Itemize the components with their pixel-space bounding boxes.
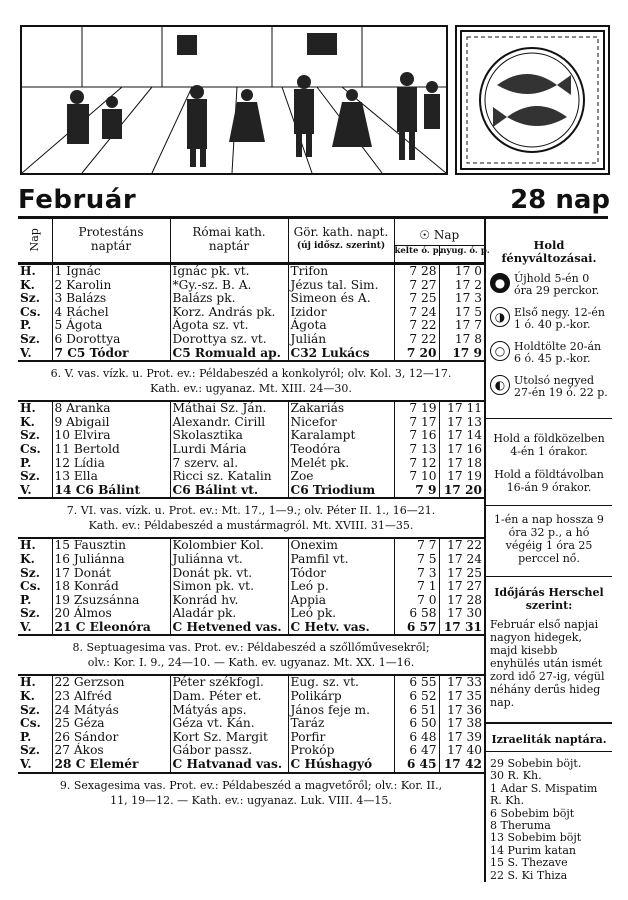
protestant-name: 4 Ráchel: [52, 306, 170, 320]
weekday: H.: [18, 264, 52, 279]
catholic-name: *Gy.-sz. B. A.: [170, 279, 288, 293]
sunset: 17 7: [454, 318, 482, 333]
orthodox-name: Eug. sz. vt.: [288, 675, 394, 690]
sunrise: 7 27: [394, 279, 439, 293]
table-row: [18, 580, 484, 594]
sunset: 17 8: [454, 331, 482, 346]
table-row: [18, 538, 484, 553]
calendar-main: [18, 218, 490, 812]
orthodox-name: Leó pk.: [288, 607, 394, 621]
daylength-note: 1-én a nap hossza 9 óra 32 p., a hó végéig 1 óra 25 perccel nő.: [494, 513, 604, 565]
sunset: 17 22: [447, 538, 482, 553]
full-moon-text: Holdtölte 20-án 6 ó. 45 p.-kor.: [514, 340, 602, 365]
sunset: 17 31: [443, 619, 482, 634]
orthodox-name: Zakariás: [288, 401, 394, 416]
jewish-calendar-list: [486, 756, 612, 884]
new-moon-text: Újhold 5-én 0 óra 29 perckor.: [514, 272, 600, 297]
sunrise: 6 45: [394, 758, 439, 772]
sunset: 17 33: [447, 675, 482, 690]
protestant-name: 19 Zsuzsánna: [52, 594, 170, 608]
catholic-name: Balázs pk.: [170, 292, 288, 306]
protestant-name: 18 Konrád: [52, 580, 170, 594]
catholic-name: Lurdi Mária: [170, 443, 288, 457]
protestant-name: 7 C5 Tódor: [52, 347, 170, 361]
table-row: [18, 690, 484, 704]
sunset: 17 20: [443, 482, 482, 497]
sunrise: 7 17: [394, 416, 439, 430]
sunrise: 6 58: [394, 607, 439, 621]
table-row: [18, 553, 484, 567]
protestant-name: 23 Alfréd: [52, 690, 170, 704]
table-row: [18, 621, 484, 635]
week-table: [18, 263, 484, 361]
orthodox-name: Karalampt: [288, 429, 394, 443]
sunrise: 7 25: [394, 292, 439, 306]
sunrise: 6 55: [394, 675, 439, 690]
orthodox-header: [288, 218, 394, 263]
sunrise: 7 12: [394, 457, 439, 471]
orthodox-subtitle: (új idősz. szerint): [296, 241, 386, 251]
sunset: 17 27: [447, 579, 482, 594]
catholic-name: Dorottya sz. vt.: [170, 333, 288, 347]
table-row: [18, 264, 484, 279]
orthodox-name: Tódor: [288, 567, 394, 581]
moon-phases-title: Hold fényváltozásai.: [501, 238, 597, 265]
orthodox-name: Izidor: [288, 306, 394, 320]
sunrise: 6 52: [394, 690, 439, 704]
gospel-note: [18, 635, 484, 674]
table-row: [18, 717, 484, 731]
first-quarter: [486, 302, 612, 336]
sunrise: 6 51: [394, 704, 439, 718]
list-item: 29 Sobebin böjt.: [490, 757, 582, 770]
weekday: Sz.: [18, 704, 52, 718]
orthodox-name: Taráz: [288, 717, 394, 731]
weekday: Sz.: [18, 607, 52, 621]
weekday: P.: [18, 594, 52, 608]
week-table: [18, 537, 484, 635]
weekday: Sz.: [18, 744, 52, 758]
gospel-line-2: olv.: Kor. I. 9., 24—10. — Kath. ev. ugyanaz. Mt. XX. 1—16.: [87, 656, 415, 670]
sunrise: 7 19: [394, 401, 439, 416]
weekday: V.: [18, 621, 52, 635]
table-row: [18, 704, 484, 718]
weekday: Sz.: [18, 333, 52, 347]
gospel-line-1: 7. VI. vas. vízk. u. Prot. ev.: Mt. 17., 1—9.; olv. Péter II. 1., 16—21.: [66, 504, 436, 518]
list-item: 13 Sobebim böjt: [490, 831, 582, 845]
new-moon: [486, 268, 612, 302]
orthodox-name: Porfir: [288, 731, 394, 745]
table-row: [18, 401, 484, 416]
table-row: [18, 675, 484, 690]
gospel-note: [18, 773, 484, 812]
weekday: P.: [18, 319, 52, 333]
protestant-name: 2 Karolin: [52, 279, 170, 293]
sunrise: 7 13: [394, 443, 439, 457]
table-row: [18, 319, 484, 333]
orthodox-name: Polikárp: [288, 690, 394, 704]
gospel-line-2: Kath. ev.: Példabeszéd a mustármagról. Mt. XVIII. 31—35.: [88, 519, 414, 533]
protestant-name: 12 Lídia: [52, 457, 170, 471]
protestant-name: 14 C6 Bálint: [52, 484, 170, 498]
sunrise: 7 3: [394, 567, 439, 581]
orthodox-name: C32 Lukács: [288, 347, 394, 361]
list-item: 15 S. Thezave: [490, 856, 568, 870]
sunset: 17 18: [447, 455, 482, 470]
orthodox-name: Appia: [288, 594, 394, 608]
day-count: 28 nap: [510, 185, 610, 215]
orthodox-name: Zoe: [288, 470, 394, 484]
weekday: H.: [18, 401, 52, 416]
weekday: P.: [18, 457, 52, 471]
sunset: 17 36: [447, 702, 482, 717]
gospel-line-1: 6. V. vas. vízk. u. Prot. ev.: Példabeszéd a konkolyról; olv. Kol. 3, 12—17.: [50, 367, 452, 381]
protestant-name: 21 C Eleonóra: [52, 621, 170, 635]
sunrise: 7 5: [394, 553, 439, 567]
catholic-name: Konrád hv.: [170, 594, 288, 608]
sunset: 17 39: [447, 729, 482, 744]
catholic-name: C6 Bálint vt.: [170, 484, 288, 498]
sunset: 17 28: [447, 592, 482, 607]
weekday: H.: [18, 538, 52, 553]
protestant-name: 5 Ágota: [52, 319, 170, 333]
orthodox-title: Gör. kath. napt.: [293, 225, 389, 240]
sun-header: [394, 218, 490, 263]
dance-scene-illustration: [20, 25, 448, 175]
sunset: 17 19: [447, 469, 482, 484]
weekday: H.: [18, 675, 52, 690]
sun-icon: ☉: [419, 227, 431, 242]
orthodox-name: Teodóra: [288, 443, 394, 457]
gospel-note: [18, 498, 484, 537]
protestant-name: 24 Mátyás: [52, 704, 170, 718]
sunrise: 7 16: [394, 429, 439, 443]
weekday: Cs.: [18, 717, 52, 731]
sunset: 17 40: [447, 743, 482, 758]
orthodox-name: C Húshagyó: [288, 758, 394, 772]
list-item: 30 R. Kh.: [490, 769, 542, 783]
catholic-name: 7 szerv. al.: [170, 457, 288, 471]
catholic-name: Aladár pk.: [170, 607, 288, 621]
list-item: 22 S. Ki Thiza: [490, 868, 568, 882]
sunrise: 7 22: [394, 319, 439, 333]
protestant-name: 27 Ákos: [52, 744, 170, 758]
sunrise: 7 0: [394, 594, 439, 608]
nap-header: Nap: [18, 218, 52, 263]
weekday: V.: [18, 347, 52, 361]
catholic-name: Donát pk. vt.: [170, 567, 288, 581]
full-moon: [486, 336, 612, 370]
protestant-name: 9 Abigail: [52, 416, 170, 430]
gospel-line-1: 8. Septuagesima vas. Prot. ev.: Példabeszéd a szőllőművesekről;: [72, 641, 430, 655]
catholic-name: C5 Romuald ap.: [170, 347, 288, 361]
table-row: [18, 758, 484, 772]
catholic-name: Péter székfogl.: [170, 675, 288, 690]
orthodox-name: C Hetv. vas.: [288, 621, 394, 635]
catholic-name: Kort Sz. Margit: [170, 731, 288, 745]
apogee-note: Hold a földtávolban 16-án 9 órakor.: [494, 468, 604, 494]
weekday: K.: [18, 416, 52, 430]
sunset: 17 9: [452, 345, 482, 360]
weekday: Sz.: [18, 470, 52, 484]
protestant-name: 15 Fausztin: [52, 538, 170, 553]
list-item: 8 Theruma: [490, 819, 551, 833]
orthodox-name: C6 Triodium: [288, 484, 394, 498]
sunset: 17 11: [447, 401, 482, 416]
list-item: 6 Sobebim böjt: [490, 806, 575, 820]
sunset: 17 24: [447, 551, 482, 566]
table-row: [18, 279, 484, 293]
weekday: K.: [18, 279, 52, 293]
weekday: K.: [18, 553, 52, 567]
orthodox-name: Nicefor: [288, 416, 394, 430]
catholic-name: Juliánna vt.: [170, 553, 288, 567]
gospel-line-2: 11, 19—12. — Kath. ev.: ugyanaz. Luk. VIII. 4—15.: [110, 793, 392, 807]
table-row: [18, 333, 484, 347]
table-row: [18, 416, 484, 430]
sunrise: 6 47: [394, 744, 439, 758]
orthodox-name: Onexim: [288, 538, 394, 553]
weather-text: Február első napjai nagyon hidegek, majd kisebb enyhülés után ismét zord idő 27-ig, végül néhány derűs hideg nap.: [490, 618, 605, 709]
table-row: [18, 484, 484, 498]
jewish-calendar-title: Izraeliták naptára.: [491, 733, 607, 746]
protestant-name: 8 Aranka: [52, 401, 170, 416]
orthodox-name: Leó p.: [288, 580, 394, 594]
orthodox-name: Julián: [288, 333, 394, 347]
first-quarter-text: Első negy. 12-én 1 ó. 40 p.-kor.: [514, 306, 606, 331]
table-row: [18, 443, 484, 457]
orthodox-name: Ágota: [288, 319, 394, 333]
catholic-name: C Hatvanad vas.: [170, 758, 288, 772]
sunset: 17 30: [447, 606, 482, 621]
list-item: 14 Purim katan: [490, 843, 576, 857]
first-quarter-icon: ◑: [490, 307, 510, 327]
catholic-name: Ricci sz. Katalin: [170, 470, 288, 484]
catholic-name: Gábor passz.: [170, 744, 288, 758]
orthodox-name: János feje m.: [288, 704, 394, 718]
catholic-name: Géza vt. Kán.: [170, 717, 288, 731]
catholic-name: Máthai Sz. Ján.: [170, 401, 288, 416]
catholic-name: Korz. András pk.: [170, 306, 288, 320]
orthodox-name: Prokóp: [288, 744, 394, 758]
protestant-name: 6 Dorottya: [52, 333, 170, 347]
weekday: Cs.: [18, 306, 52, 320]
catholic-name: Kolombier Kol.: [170, 538, 288, 553]
table-row: [18, 744, 484, 758]
week-table: [18, 674, 484, 772]
sunset: 17 25: [447, 565, 482, 580]
weekday: P.: [18, 731, 52, 745]
protestant-name: 16 Juliánna: [52, 553, 170, 567]
sunrise-header: kelte ó. p.: [394, 245, 442, 256]
weekday: Sz.: [18, 567, 52, 581]
gospel-line-2: Kath. ev.: ugyanaz. Mt. XIII. 24—30.: [150, 382, 352, 396]
catholic-name: Alexandr. Cirill: [170, 416, 288, 430]
sunrise: 6 48: [394, 731, 439, 745]
list-item: 1 Adar S. Mispatim R. Kh.: [490, 781, 598, 808]
catholic-name: Mátyás aps.: [170, 704, 288, 718]
sunset: 17 16: [447, 441, 482, 456]
protestant-name: 10 Elvira: [52, 429, 170, 443]
sunrise: 7 10: [394, 470, 439, 484]
sunset: 17 14: [447, 428, 482, 443]
month-title-row: [18, 185, 610, 213]
sunset: 17 35: [447, 689, 482, 704]
table-row: [18, 292, 484, 306]
sunrise: 6 50: [394, 717, 439, 731]
catholic-name: C Hetvened vas.: [170, 621, 288, 635]
sunset: 17 3: [454, 291, 482, 306]
weekday: V.: [18, 484, 52, 498]
table-row: [18, 567, 484, 581]
sunrise: 7 7: [394, 538, 439, 553]
protestant-name: 28 C Elemér: [52, 758, 170, 772]
protestant-name: 25 Géza: [52, 717, 170, 731]
weekday: Cs.: [18, 443, 52, 457]
protestant-name: 20 Álmos: [52, 607, 170, 621]
orthodox-name: Trifon: [288, 264, 394, 279]
protestant-name: 13 Ella: [52, 470, 170, 484]
protestant-header: Protestáns naptár: [52, 218, 170, 263]
sunset: 17 13: [447, 414, 482, 429]
perigee-note: Hold a földközelben 4-én 1 órakor.: [493, 432, 605, 458]
protestant-name: 22 Gerzson: [52, 675, 170, 690]
catholic-name: Simon pk. vt.: [170, 580, 288, 594]
weekday: Cs.: [18, 580, 52, 594]
sunset: 17 5: [454, 304, 482, 319]
sunrise: 7 22: [394, 333, 439, 347]
catholic-header: Római kath. naptár: [170, 218, 288, 263]
sunrise: 7 20: [394, 347, 439, 361]
sunset-header: nyug. ó. p.: [440, 245, 490, 256]
orthodox-name: Simeon és A.: [288, 292, 394, 306]
catholic-name: Ágota sz. vt.: [170, 319, 288, 333]
orthodox-name: Jézus tal. Sim.: [288, 279, 394, 293]
table-row: [18, 429, 484, 443]
sunrise: 7 28: [394, 264, 439, 279]
protestant-name: 17 Donát: [52, 567, 170, 581]
calendar-table: [18, 218, 490, 263]
week-table: [18, 400, 484, 498]
full-moon-icon: ○: [490, 341, 510, 361]
table-row: [18, 457, 484, 471]
weekday: Sz.: [18, 292, 52, 306]
table-row: [18, 607, 484, 621]
weekday: Sz.: [18, 429, 52, 443]
last-quarter-icon: ◐: [490, 375, 510, 395]
catholic-name: Dam. Péter et.: [170, 690, 288, 704]
sunset: 17 0: [454, 264, 482, 278]
table-header: [18, 218, 484, 263]
protestant-name: 1 Ignác: [52, 264, 170, 279]
last-quarter: [486, 370, 612, 404]
pisces-zodiac-emblem: [455, 25, 610, 175]
month-name: Február: [18, 185, 137, 215]
table-row: [18, 470, 484, 484]
orthodox-name: Melét pk.: [288, 457, 394, 471]
sunrise: 7 1: [394, 580, 439, 594]
weekday: V.: [18, 758, 52, 772]
protestant-name: 11 Bertold: [52, 443, 170, 457]
table-row: [18, 347, 484, 361]
catholic-name: Ignác pk. vt.: [170, 264, 288, 279]
weeks-container: [18, 263, 484, 812]
sunrise: 7 9: [394, 484, 439, 498]
gospel-line-1: 9. Sexagesima vas. Prot. ev.: Példabeszéd a magvetőről; olv.: Kor. II.,: [59, 778, 443, 792]
protestant-name: 26 Sándor: [52, 731, 170, 745]
protestant-name: 3 Balázs: [52, 292, 170, 306]
catholic-name: Skolasztika: [170, 429, 288, 443]
orthodox-name: Pamfil vt.: [288, 553, 394, 567]
sunset: 17 2: [454, 277, 482, 292]
sunset: 17 42: [443, 757, 482, 772]
gospel-note: [18, 361, 484, 400]
sun-title: Nap: [433, 227, 460, 242]
sunset: 17 38: [447, 716, 482, 731]
weekday: K.: [18, 690, 52, 704]
sunrise: 6 57: [394, 621, 439, 635]
new-moon-icon: ●: [490, 273, 510, 293]
weather-title: Időjárás Herschel szerint:: [494, 586, 604, 612]
last-quarter-text: Utolsó negyed 27-én 19 ó. 22 p.: [514, 374, 608, 399]
sunrise: 7 24: [394, 306, 439, 320]
sidebar: [484, 218, 612, 882]
